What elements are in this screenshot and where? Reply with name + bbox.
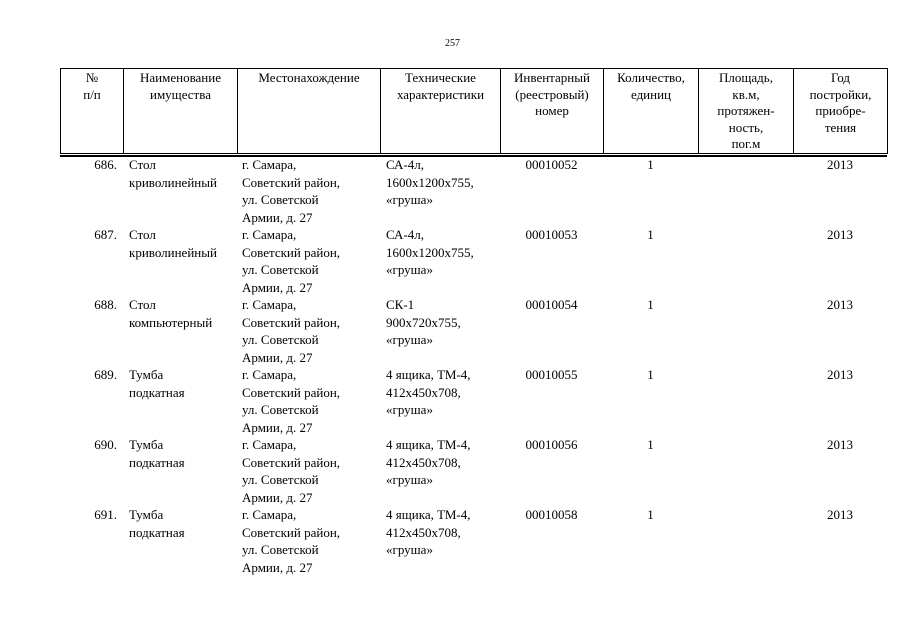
cell-name: Тумба подкатная [129,437,185,470]
header-inventory: Инвентарный (реестровый) номер [501,69,604,154]
cell-year: 2013 [827,507,853,522]
cell-num: 690. [94,437,117,452]
table-body [60,156,887,576]
cell-num: 686. [94,157,117,172]
table-header [60,68,888,154]
header-year: Год постройки, приобре- тения [794,69,888,154]
cell-quantity: 1 [647,507,654,522]
cell-name: Тумба подкатная [129,367,185,400]
cell-num: 688. [94,297,117,312]
cell-location: г. Самара, Советский район, ул. Советской Армии, д. 27 [242,507,341,575]
header-quantity: Количество, единиц [604,69,699,154]
cell-inventory: 00010055 [525,367,578,382]
cell-name: Стол криволинейный [129,227,217,260]
cell-tech: СА-4л, 1600x1200x755, «груша» [386,157,474,207]
cell-area [698,156,793,226]
cell-name: Стол криволинейный [129,157,217,190]
cell-num: 687. [94,227,117,242]
cell-inventory: 00010053 [525,227,578,242]
cell-tech: СК-1 900x720x755, «груша» [386,297,461,347]
cell-location: г. Самара, Советский район, ул. Советской Армии, д. 27 [242,367,341,435]
cell-quantity: 1 [647,437,654,452]
table-row [60,366,887,436]
cell-year: 2013 [827,157,853,172]
table-row [60,156,887,226]
cell-num: 691. [94,507,117,522]
cell-area [698,366,793,436]
header-name: Наименование имущества [124,69,238,154]
table-row [60,506,887,576]
cell-location: г. Самара, Советский район, ул. Советской Армии, д. 27 [242,157,341,225]
cell-year: 2013 [827,437,853,452]
cell-inventory: 00010056 [525,437,578,452]
cell-name: Стол компьютерный [129,297,213,330]
cell-location: г. Самара, Советский район, ул. Советской Армии, д. 27 [242,297,341,365]
cell-num: 689. [94,367,117,382]
cell-area [698,226,793,296]
cell-tech: 4 ящика, ТМ-4, 412x450x708, «груша» [386,507,471,557]
cell-area [698,436,793,506]
table-row [60,296,887,366]
table-row [60,436,887,506]
cell-location: г. Самара, Советский район, ул. Советской Армии, д. 27 [242,227,341,295]
page-number: 257 [445,38,460,49]
cell-quantity: 1 [647,227,654,242]
cell-quantity: 1 [647,157,654,172]
cell-quantity: 1 [647,297,654,312]
cell-year: 2013 [827,367,853,382]
cell-inventory: 00010058 [525,507,578,522]
header-area: Площадь, кв.м, протяжен- ность, пог.м [699,69,794,154]
cell-year: 2013 [827,227,853,242]
cell-tech: СА-4л, 1600x1200x755, «груша» [386,227,474,277]
cell-inventory: 00010054 [525,297,578,312]
header-location: Местонахождение [238,69,381,154]
header-num: № п/п [61,69,124,154]
cell-year: 2013 [827,297,853,312]
cell-name: Тумба подкатная [129,507,185,540]
cell-tech: 4 ящика, ТМ-4, 412x450x708, «груша» [386,367,471,417]
cell-location: г. Самара, Советский район, ул. Советской Армии, д. 27 [242,437,341,505]
table-row [60,226,887,296]
cell-area [698,296,793,366]
cell-inventory: 00010052 [525,157,578,172]
header-tech: Технические характеристики [381,69,501,154]
cell-quantity: 1 [647,367,654,382]
cell-tech: 4 ящика, ТМ-4, 412x450x708, «груша» [386,437,471,487]
cell-area [698,506,793,576]
